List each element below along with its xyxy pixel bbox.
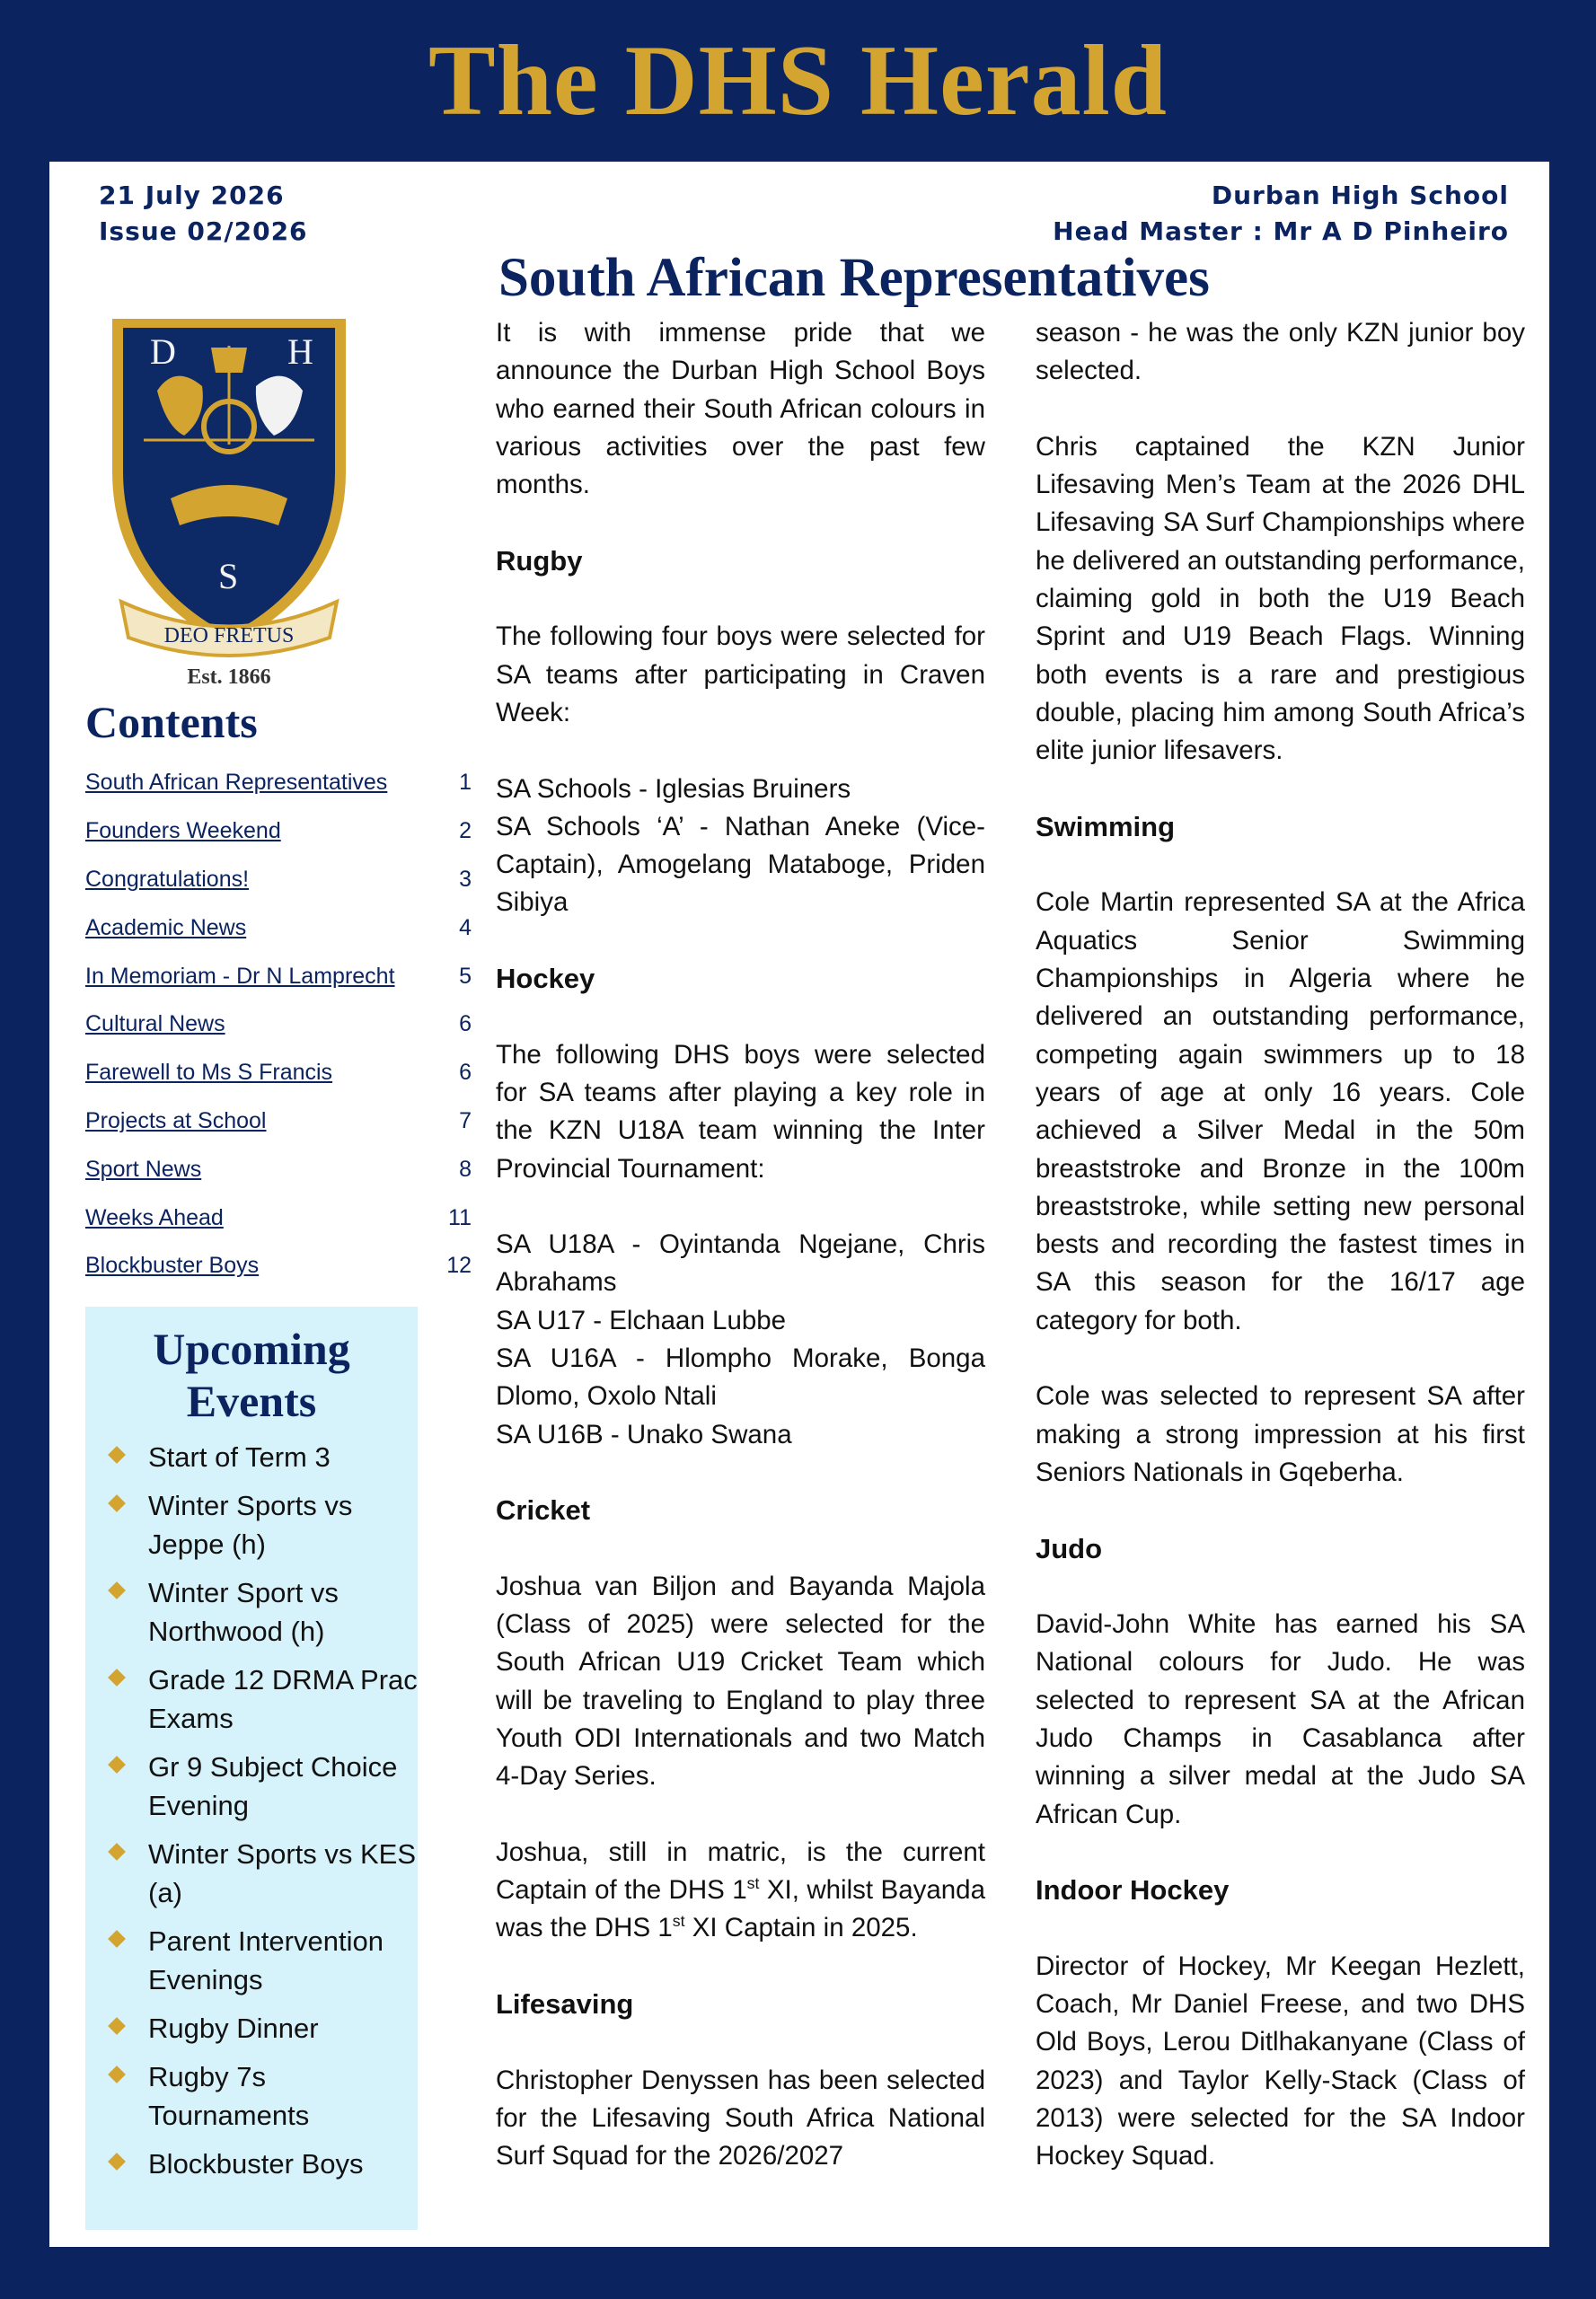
toc-page: 1	[459, 770, 472, 796]
event-label: Grade 12 DRMA Prac Exams	[148, 1664, 418, 1734]
event-item	[110, 1748, 418, 1825]
crest-motto: DEO FRETUS	[163, 624, 295, 647]
article-intro: It is with immense pride that we announce the Durban High School Boys who earned their South African colours in various activities over the past few months.	[496, 318, 985, 500]
hockey-selection-4: SA U16B - Unako Swana	[496, 1419, 792, 1449]
toc-item[interactable]	[85, 1049, 472, 1097]
event-item	[110, 2057, 418, 2135]
diamond-bullet-icon	[108, 1581, 126, 1599]
toc-item[interactable]	[85, 903, 472, 952]
toc-item[interactable]	[85, 1145, 472, 1194]
article-column-1	[496, 314, 985, 2176]
lifesaving-text-1a: Christopher Denyssen has been selected for the Lifesaving South Africa National Surf Squad for the 2026/2027	[496, 2065, 985, 2171]
section-heading-rugby: Rugby	[496, 544, 583, 577]
toc-page: 7	[459, 1107, 472, 1133]
section-heading-judo: Judo	[1036, 1532, 1103, 1564]
toc-item[interactable]	[85, 759, 472, 807]
toc-page: 8	[459, 1156, 472, 1182]
section-heading-indoor-hockey: Indoor Hockey	[1036, 1874, 1230, 1907]
event-label: Start of Term 3	[148, 1441, 331, 1473]
events-list	[85, 1438, 418, 2183]
lifesaving-text-2: Chris captained the KZN Junior Lifesaving Men’s Team at the 2026 DHL Lifesaving SA Surf Championships where he delivered an outstanding performance, claiming gold in both the U19 Beach Sprint and U19 Beach Flags. Winning both events is a rare and prestigious double, placing him among South Africa’s elite junior lifesavers.	[1036, 431, 1525, 766]
indoor-hockey-text: Director of Hockey, Mr Keegan Hezlett, Coach, Mr Daniel Freese, and two DHS Old Boys, Lerou Ditlhakanyane (Class of 2023) and Taylor Kelly-Stack (Class of 2013) were selected for the SA Indoor Hockey Squad.	[1036, 1951, 1525, 2171]
upcoming-events-heading	[85, 1323, 418, 1427]
diamond-bullet-icon	[108, 1494, 126, 1512]
rugby-text: The following four boys were selected for SA teams after participating in Craven Week:	[496, 621, 985, 727]
school-info	[1053, 178, 1509, 250]
toc-link[interactable]: Weeks Ahead	[85, 1204, 224, 1230]
school-crest-logo	[94, 292, 364, 687]
lifesaving-text-1b: season - he was the only KZN junior boy selected.	[1036, 318, 1525, 386]
diamond-bullet-icon	[108, 1930, 126, 1948]
newsletter-title: The DHS Herald	[428, 24, 1168, 137]
event-item	[110, 1438, 418, 1476]
hockey-text: The following DHS boys were selected for SA teams after playing a key role in the KZN U18A team winning the Inter Provincial Tournament:	[496, 1039, 985, 1184]
rugby-selection-1: SA Schools - Iglesias Bruiners	[496, 773, 851, 804]
contents-heading: Contents	[85, 697, 258, 747]
toc-item[interactable]	[85, 856, 472, 904]
toc-link[interactable]: Blockbuster Boys	[85, 1253, 260, 1279]
event-label: Winter Sport vs Northwood (h)	[148, 1577, 339, 1647]
school-name: Durban High School	[1211, 181, 1509, 210]
event-label: Rugby 7s Tournaments	[148, 2061, 310, 2131]
diamond-bullet-icon	[108, 2017, 126, 2035]
issue-info	[99, 178, 308, 250]
table-of-contents	[85, 759, 472, 1290]
toc-page: 4	[459, 914, 472, 940]
event-item	[110, 1573, 418, 1651]
issue-number: Issue 02/2026	[99, 216, 308, 246]
toc-item[interactable]	[85, 1242, 472, 1290]
event-item	[110, 2145, 418, 2183]
hockey-selection-3: SA U16A - Hlompho Morake, Bonga Dlomo, Oxolo Ntali	[496, 1343, 985, 1412]
toc-page: 6	[459, 1060, 472, 1086]
event-label: Winter Sports vs KES (a)	[148, 1838, 417, 1908]
toc-page: 2	[459, 818, 472, 844]
crest-letter-h: H	[287, 331, 313, 372]
diamond-bullet-icon	[108, 1669, 126, 1687]
toc-item[interactable]	[85, 1097, 472, 1146]
event-label: Gr 9 Subject Choice Evening	[148, 1751, 398, 1821]
cricket-text-2: Joshua, still in matric, is the current Captain of the DHS 1st XI, whilst Bayanda was the DHS 1st XI Captain in 2025.	[496, 1837, 985, 1943]
toc-page: 5	[459, 963, 472, 989]
crest-established: Est. 1866	[187, 665, 271, 687]
toc-link[interactable]: Founders Weekend	[85, 818, 281, 844]
diamond-bullet-icon	[108, 1843, 126, 1861]
event-item	[110, 1660, 418, 1738]
event-item	[110, 1922, 418, 1999]
diamond-bullet-icon	[108, 1446, 126, 1464]
hockey-selection-2: SA U17 - Elchaan Lubbe	[496, 1305, 787, 1335]
event-label: Parent Intervention Evenings	[148, 1925, 384, 1995]
rugby-selection-2: SA Schools ‘A’ - Nathan Aneke (Vice-Captain), Amogelang Mataboge, Priden Sibiya	[496, 811, 985, 918]
masthead	[0, 0, 1596, 162]
toc-item[interactable]	[85, 952, 472, 1000]
diamond-bullet-icon	[108, 2066, 126, 2083]
toc-page: 11	[448, 1204, 472, 1230]
events-heading-line1: Upcoming	[153, 1324, 350, 1374]
diamond-bullet-icon	[108, 2153, 126, 2171]
section-heading-swimming: Swimming	[1036, 810, 1176, 842]
diamond-bullet-icon	[108, 1756, 126, 1774]
events-heading-line2: Events	[186, 1376, 317, 1426]
event-item	[110, 1835, 418, 1912]
article-title: South African Representatives	[498, 248, 1210, 308]
upcoming-events-panel	[85, 1307, 418, 2230]
event-item	[110, 1486, 418, 1563]
cricket-text-1: Joshua van Biljon and Bayanda Majola (Class of 2025) were selected for the South African U19 Cricket Team which will be traveling to England to play three Youth ODI Internationals and two Match 4-Day Series.	[496, 1571, 985, 1792]
event-label: Winter Sports vs Jeppe (h)	[148, 1490, 353, 1560]
swimming-text-2: Cole was selected to represent SA after making a strong impression at his first Seniors Nationals in Gqeberha.	[1036, 1381, 1525, 1487]
article-column-2	[1036, 314, 1525, 2214]
toc-link[interactable]: Projects at School	[85, 1107, 267, 1133]
toc-item[interactable]	[85, 807, 472, 856]
crest-letter-s: S	[218, 556, 239, 596]
section-heading-lifesaving: Lifesaving	[496, 1988, 634, 2021]
headmaster: Head Master : Mr A D Pinheiro	[1053, 216, 1509, 246]
toc-link[interactable]: Cultural News	[85, 1011, 225, 1037]
toc-link[interactable]: Farewell to Ms S Francis	[85, 1060, 333, 1086]
toc-link[interactable]: Congratulations!	[85, 866, 250, 892]
judo-text: David-John White has earned his SA National colours for Judo. He was selected to represent SA at the African Judo Champs in Casablanca after winning a silver medal at the Judo SA African Cup.	[1036, 1609, 1525, 1829]
swimming-text-1: Cole Martin represented SA at the Africa Aquatics Senior Swimming Championships in Algeria where he delivered an outstanding performance, competing again swimmers up to 18 years of age at only 16 years. Cole achieved a Silver Medal in the 50m breaststroke and Bronze in the 100m breaststroke, while setting new personal bests and recording the fastest times in SA this season for the 16/17 age category for both.	[1036, 887, 1525, 1335]
toc-item[interactable]	[85, 1000, 472, 1049]
toc-link[interactable]: Sport News	[85, 1156, 202, 1182]
hockey-selection-1: SA U18A - Oyintanda Ngejane, Chris Abrahams	[496, 1229, 985, 1298]
toc-link[interactable]: In Memoriam - Dr N Lamprecht	[85, 963, 395, 989]
newsletter-page	[49, 162, 1549, 2247]
toc-item[interactable]	[85, 1194, 472, 1242]
event-label: Blockbuster Boys	[148, 2148, 364, 2180]
toc-page: 12	[446, 1253, 472, 1279]
toc-link[interactable]: South African Representatives	[85, 770, 388, 796]
event-item	[110, 2009, 418, 2048]
section-heading-cricket: Cricket	[496, 1494, 591, 1527]
crest-letter-d: D	[150, 331, 176, 372]
event-label: Rugby Dinner	[148, 2013, 319, 2044]
toc-page: 3	[459, 866, 472, 892]
toc-page: 6	[459, 1011, 472, 1037]
issue-date: 21 July 2026	[99, 181, 285, 210]
section-heading-hockey: Hockey	[496, 963, 595, 995]
toc-link[interactable]: Academic News	[85, 914, 247, 940]
